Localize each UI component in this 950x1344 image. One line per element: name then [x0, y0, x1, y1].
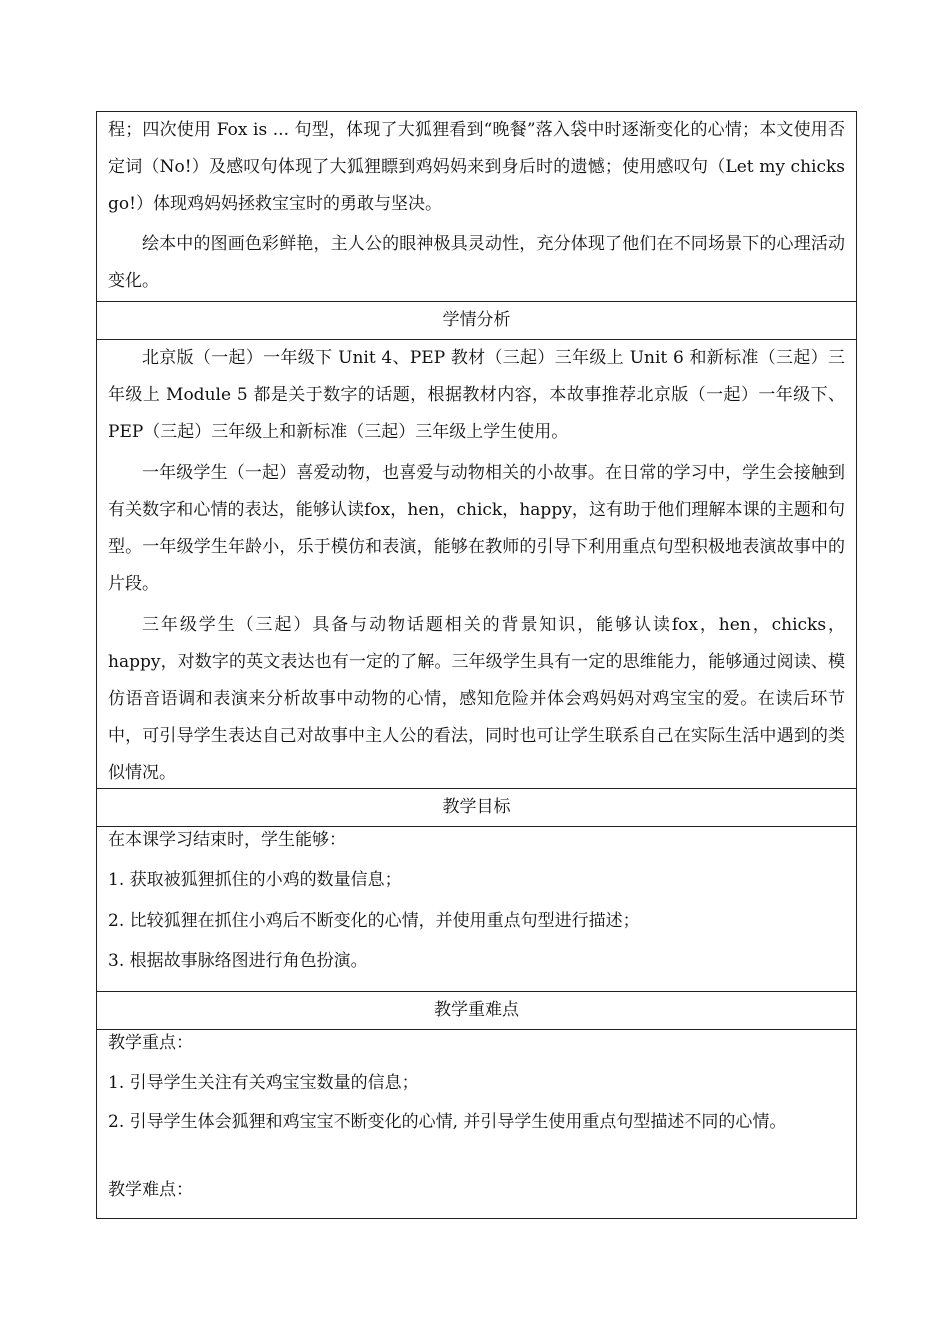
- text-paragraph: 绘本中的图画色彩鲜艳，主人公的眼神极具灵动性，充分体现了他们在不同场景下的心理活动变化。: [108, 234, 845, 291]
- key-points-section: [97, 1029, 856, 1219]
- teaching-goals-title: 教学目标: [442, 797, 511, 817]
- key-points-title: 教学重难点: [434, 1000, 519, 1020]
- focus-item: 2. 引导学生体会狐狸和鸡宝宝不断变化的心情, 并引导学生使用重点句型描述不同的心情。: [108, 1112, 787, 1132]
- learner-analysis-title: 学情分析: [442, 310, 511, 330]
- goal-item: 1. 获取被狐狸抓住的小鸡的数量信息；: [108, 870, 402, 890]
- difficulty-label: 教学难点：: [108, 1180, 193, 1200]
- learner-analysis-section: [97, 339, 856, 789]
- text-paragraph: 三年级学生（三起）具备与动物话题相关的背景知识，能够认读fox，hen，chicks，happy，对数字的英文表达也有一定的了解。三年级学生具有一定的思维能力，能够通过阅读、模仿语音语调和表演来分析故事中动物的心情，感知危险并体会鸡妈妈对鸡宝宝的爱。在读后环节中，可引导学生表达自己对故事中主人公的看法，同时也可让学生联系自己在实际生活中遇到的类似情况。: [108, 615, 845, 783]
- section-header-row: [97, 991, 856, 1030]
- text-paragraph: 北京版（一起）一年级下 Unit 4、PEP 教材（三起）三年级上 Unit 6 和新标准（三起）三年级上 Module 5 都是关于数字的话题，根据教材内容，本故事推荐北京版（一起）一年级下、PEP（三起）三年级上和新标准（三起）三年级上学生使用。: [108, 348, 845, 442]
- text-paragraph: 程；四次使用 Fox is ... 句型，体现了大狐狸看到“晚餐”落入袋中时逐渐变化的心情；本文使用否定词（No!）及感叹句体现了大狐狸瞟到鸡妈妈来到身后时的遗憾；使用感叹句（Let my chicks go!）体现鸡妈妈拯救宝宝时的勇敢与坚决。: [108, 120, 845, 214]
- goal-item: 2. 比较狐狸在抓住小鸡后不断变化的心情，并使用重点句型进行描述；: [108, 911, 640, 931]
- section-header-row: [97, 301, 856, 340]
- focus-label: 教学重点：: [108, 1033, 193, 1053]
- focus-item: 1. 引导学生关注有关鸡宝宝数量的信息；: [108, 1073, 419, 1093]
- text-background-section: [97, 112, 856, 301]
- section-header-row: [97, 788, 856, 827]
- goal-item: 3. 根据故事脉络图进行角色扮演。: [108, 951, 368, 971]
- goals-intro: 在本课学习结束时，学生能够：: [108, 830, 346, 850]
- text-paragraph: 一年级学生（一起）喜爱动物，也喜爱与动物相关的小故事。在日常的学习中，学生会接触到有关数字和心情的表达，能够认读fox，hen，chick，happy，这有助于他们理解本课的主题和句型。一年级学生年龄小，乐于模仿和表演，能够在教师的引导下利用重点句型积极地表演故事中的片段。: [108, 463, 845, 594]
- lesson-plan-table: [96, 111, 857, 1219]
- teaching-goals-section: [97, 826, 856, 992]
